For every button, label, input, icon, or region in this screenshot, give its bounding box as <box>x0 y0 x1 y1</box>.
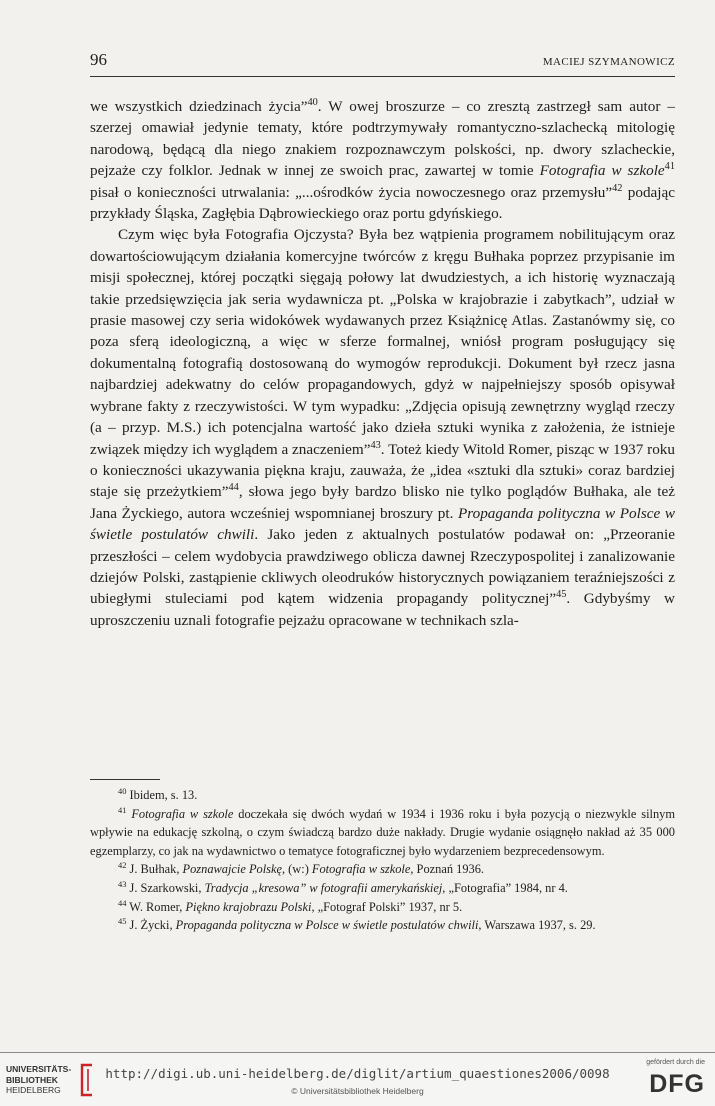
text-run: Ibidem, s. 13. <box>126 788 198 802</box>
text-run: we wszystkich dziedzinach życia” <box>90 98 308 115</box>
copyright-notice: © Universitätsbibliothek Heidelberg <box>291 1086 424 1096</box>
footnote-separator <box>90 779 160 780</box>
footnote-reference: 44 <box>118 897 127 908</box>
text-run: . Gdybyśmy w uproszczeniu uznali fotografie pejzażu opracowane w technikach szla- <box>90 590 675 629</box>
body-paragraph <box>90 96 675 224</box>
text-run: Czym więc była Fotografia Ojczysta? Była bez wątpienia programem nobilitującym oraz dowartościowującym działania komercyjne twórców z kręgu Bułhaka poprzez przypisanie im misji społecznej, której początki sięgają połowy lat dwudziestych, a ich historię wyznaczają takie przedsięwzięcia jak seria wydawnicza pt. „Polska w krajobrazie i zabytkach”, udział w prasie masowej czy seria widokówek wydawanych przez Książnicę Atlas. Zastanówmy się, co poza sferą ideologiczną, a więc w sferze formalnej, wniósł program posługujący się dokumentalną fotografią dostosowaną do wymogów reprodukcji. Dokument był rzecz jasna najbardziej adekwatny do celów propagandowych, gdyż w najpełniejszy sposób opisywał wybrane fakty z rzeczywistości. W tym wypadku: „Zdjęcia opisują zewnętrzny wygląd rzeczy (a – przyp. M.S.) ich potencjalna wartość jako dzieła sztuki wynika z założenia, że istnieje związek między ich wyglądem a znaczeniem” <box>90 226 675 458</box>
footnote-reference: 41 <box>118 804 127 815</box>
italic-title: Fotografia w szkole <box>131 806 234 821</box>
text-run: J. Szarkowski, <box>126 880 205 895</box>
italic-title: Piękno krajobrazu Polski <box>185 899 312 914</box>
footnote-reference: 40 <box>307 96 318 108</box>
running-head: MACIEJ SZYMANOWICZ <box>542 56 675 68</box>
text-run: . Toteż kiedy Witold Romer, pisząc w 1937 roku o konieczności ukazywania piękna kraju, zauważa, że „idea «sztuki dla sztuki» coraz bardziej staje się przeżytkiem” <box>90 440 675 501</box>
footnote <box>90 860 675 879</box>
document-url[interactable]: http://digi.ub.uni-heidelberg.de/diglit/artium_quaestiones2006/0098 <box>105 1066 610 1081</box>
text-run: W. Romer, <box>126 899 186 914</box>
footnote <box>90 879 675 898</box>
text-run: doczekała się dwóch wydań w 1934 i 1936 roku i była pozycją o niezwykle silnym wpływie na edukację szkolną, o czym świadczą bardzo duże nakłady. Drugie wydanie osiągnęło nakład aż 35 000 egzemplarzy, co jak na wydawnictwo o tematyce fotograficznej było wydarzeniem bezprecedensowym. <box>90 806 676 858</box>
text-run: , słowa jego były bardzo blisko nie tylko poglądów Bułhaka, ale też Jana Życkiego, autora wcześniej wspomnianej broszury pt. <box>90 483 675 522</box>
text-run: , Poznań 1936. <box>410 862 485 877</box>
text-run: , „Fotografia” 1984, nr 4. <box>442 880 568 895</box>
text-run: pisał o konieczności utrwalania: „...ośrodków życia nowoczesnego oraz przemysłu” <box>90 183 613 201</box>
text-run: , „Fotograf Polski” 1937, nr 5. <box>311 899 463 914</box>
footnote-reference: 44 <box>228 482 239 494</box>
italic-title: Poznawajcie Polskę <box>182 862 282 877</box>
library-line: HEIDELBERG <box>6 1085 61 1095</box>
footnotes <box>90 786 675 935</box>
footnote-reference: 43 <box>118 878 127 889</box>
body-text <box>90 96 675 631</box>
text-run: . W owej broszurze – co zresztą zastrzegł sam autor – szerzej omawiał jedynie tematy, które podtrzymywały romantyczno-szlachecką mitologię narodową, będącą dla niego znakiem rozpoznawczym polskości, np. dwory szlacheckie, pejzaże czy folklor. Jednak w innej ze swoich prac, zawartej w tomie <box>90 98 675 180</box>
text-run: J. Życki, <box>126 918 176 933</box>
footnote <box>90 805 675 861</box>
page-header <box>90 50 675 77</box>
body-paragraph <box>90 224 675 631</box>
footnote-reference: 45 <box>556 589 567 601</box>
text-run: , Warszawa 1937, s. 29. <box>478 918 596 933</box>
italic-title: Propaganda polityczna w Polsce w świetle postulatów chwili <box>175 918 479 933</box>
text-run: , (w:) <box>281 862 312 877</box>
footer-bar <box>0 1052 715 1106</box>
text-run: J. Bułhak, <box>126 862 183 877</box>
text-run: podając przykłady Śląska, Zagłębia Dąbrowieckiego oraz portu gdyńskiego. <box>90 183 675 223</box>
page-number: 96 <box>90 50 107 69</box>
library-line: UNIVERSITÄTS- <box>6 1064 72 1074</box>
footnote <box>90 786 675 805</box>
italic-title: Fotografia w szkole <box>311 862 411 877</box>
footnote-reference: 45 <box>118 916 127 927</box>
footnote-reference: 42 <box>118 860 127 871</box>
footnote-reference: 43 <box>370 439 381 451</box>
italic-title: Fotografia w szkole <box>539 162 665 180</box>
italic-title: Tradycja „kresowa” w fotografii amerykańskiej <box>204 880 443 895</box>
library-line: BIBLIOTHEK <box>6 1074 58 1085</box>
text-run: . Jako jeden z aktualnych postulatów podawał on: „Przeoranie przeszłości – celem wydobycia prawdziwego oblicza dawnej Rzeczypospolitej i zanalizowanie dziejów Polski, zastąpienie ckliwych oleodruków historycznych powiązaniem teraźniejszości z ubiegłymi stuleciami pod kątem widzenia propagandy politycznej” <box>90 526 675 608</box>
italic-title: Propaganda polityczna w Polsce w świetle postulatów chwili <box>90 504 675 544</box>
dfg-badge[interactable] <box>645 1059 705 1103</box>
footnote <box>90 898 675 917</box>
footnote-reference: 40 <box>118 785 127 796</box>
footnote <box>90 916 675 935</box>
dfg-logo: DFG <box>649 1070 705 1098</box>
footnote-reference: 42 <box>612 182 623 194</box>
footnote-reference: 41 <box>664 161 675 173</box>
funding-note: gefördert durch die <box>646 1059 705 1066</box>
